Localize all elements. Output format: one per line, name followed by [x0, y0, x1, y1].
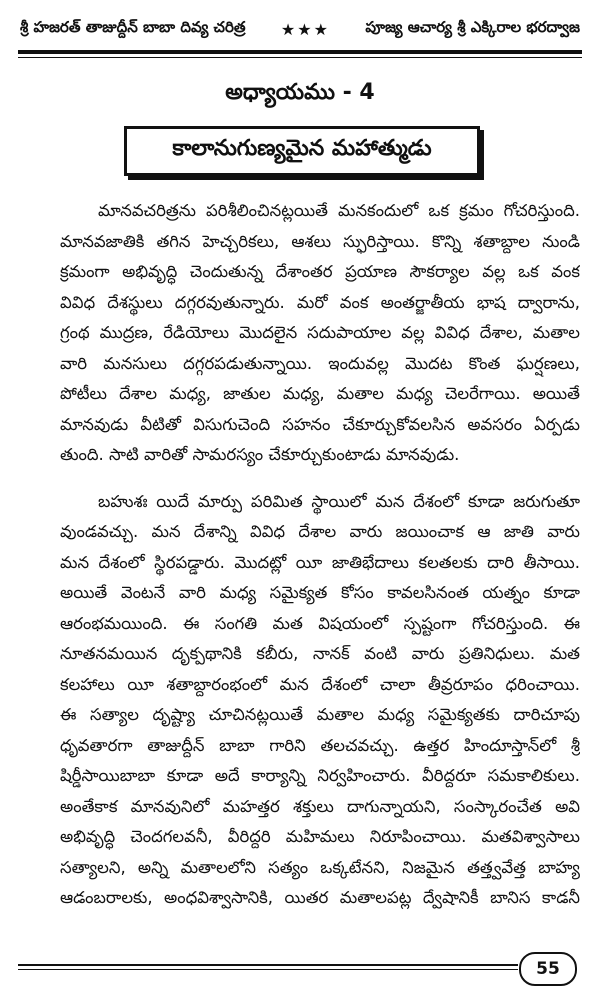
chapter-title: కాలానుగుణ్యమైన మహాత్ముడు: [172, 136, 432, 161]
header-rule-thick: [18, 50, 582, 54]
text-line: అయితే వెంటనే వారి మధ్య సమైక్యత కోసం కావలసినంత యత్నం కూడా: [60, 583, 580, 602]
paragraph-1: [60, 196, 580, 471]
text-line: మానవచరిత్రను పరిశీలించినట్లయితే మనకందులో ఒక క్రమం గోచరిస్తుంది.: [98, 201, 580, 220]
text-line: వివిధ దేశస్థులు దగ్గరవుతున్నారు. మరో వంక అంతర్జాతీయ భాష ద్వారాను,: [60, 292, 580, 312]
text-line: పోటీలు దేశాల మధ్య, జాతుల మధ్య, మతాల మధ్య చెలరేగాయి. అయితే: [60, 384, 580, 403]
header-stars-ornament: ★★★: [280, 19, 330, 39]
text-line: గ్రంథ ముద్రణ, రేడియోలు మొదలైన సదుపాయాల వల్ల వివిధ దేశాల, మతాల: [60, 323, 580, 342]
text-line: ఆడంబరాలకు, అంధవిశ్వాసానికి, యితర మతాలపట్ల ద్వేషానికీ బానిస కాడనీ: [60, 888, 580, 907]
text-line: ధృవతారగా తాజుద్దీన్ బాబా గారిని తలచవచ్చు. ఉత్తర హిందూస్తాన్‌లో శ్రీ: [60, 735, 580, 755]
text-line: మానవజాతికి తగిన హెచ్చరికలు, ఆశలు స్ఫురిస్తాయి. కొన్ని శతాబ్దాల నుండి: [60, 231, 580, 251]
text-line: కలహాలు యీ శతాబ్దారంభంలో మన దేశంలో చాలా తీవ్రరూపం ధరించాయి.: [60, 674, 580, 694]
text-line: అభివృద్ధి చెందగలవనీ, వీరిద్దరి మహిమలు నిరూపించాయి. మతవిశ్వాసాలు: [60, 827, 580, 846]
page-number-badge: [519, 952, 577, 986]
paragraph-2: [60, 487, 580, 914]
text-line: క్రమంగా అభివృద్ధి చెందుతున్న దేశాంతర ప్రయాణ సౌకర్యాల వల్ల ఒక వంక: [60, 262, 580, 281]
text-line: బహుశః యిదే మార్పు పరిమిత స్థాయిలో మన దేశంలో కూడా జరుగుతూ: [98, 491, 580, 511]
header-rule-thin: [18, 57, 582, 58]
text-line: వారి మనసులు దగ్గరపడుతున్నాయి. ఇందువల్ల మొదట కొంత ఘర్షణలు,: [60, 353, 580, 373]
text-line: ఈ సత్యాల దృష్ట్యా చూచినట్లయితే మతాల మధ్య సమైక్యతకు దారిచూపు: [60, 705, 580, 724]
text-line: మన దేశంలో స్థిరపడ్డారు. మొదట్లో యీ జాతిభేదాలు కలతలకు దారి తీసాయి.: [60, 552, 580, 572]
footer-rule-thick: [18, 964, 518, 966]
chapter-heading: అధ్యాయము - 4: [225, 80, 375, 105]
header-author: పూజ్య ఆచార్య శ్రీ ఎక్కిరాల భరద్వాజ: [365, 18, 580, 36]
page-number: 55: [536, 959, 560, 979]
text-line: అంతేకాక మానవునిలో మహత్తర శక్తులు దాగున్నాయని, సంస్కారంచేత అవి: [60, 796, 580, 816]
body-text: [60, 196, 580, 914]
text-line: ఆరంభమయింది. ఈ సంగతి మత విషయంలో స్పష్టంగా గోచరిస్తుంది. ఈ: [60, 613, 580, 633]
text-line: సత్యాలని, అన్ని మతాలలోని సత్యం ఒక్కటేనని, నిజమైన తత్త్వవేత్త బాహ్య: [60, 857, 580, 877]
running-header: [20, 12, 580, 46]
chapter-title-box: [124, 126, 480, 176]
footer-rule-thin: [18, 969, 518, 970]
text-line: తుంది. సాటి వారితో సామరస్యం చేకూర్చుకుంటాడు మానవుడు.: [60, 445, 460, 464]
text-line: నూతనమయిన దృక్పథానికి కబీరు, నానక్ వంటి వారు ప్రతినిధులు. మత: [60, 644, 580, 663]
text-line: షిర్డీసాయిబాబా కూడా అదే కార్యాన్ని నిర్వహించారు. వీరిద్దరూ సమకాలికులు.: [60, 766, 580, 785]
text-line: మానవుడు వీటితో విసుగుచెంది సహనం చేకూర్చుకోవలసిన అవసరం ఏర్పడు: [60, 414, 580, 434]
header-book-title: శ్రీ హజరత్ తాజుద్దీన్ బాబా దివ్య చరిత్ర: [20, 18, 246, 36]
text-line: వుండవచ్చు. మన దేశాన్ని వివిధ దేశాల వారు జయించాక ఆ జాతి వారు: [60, 522, 580, 541]
